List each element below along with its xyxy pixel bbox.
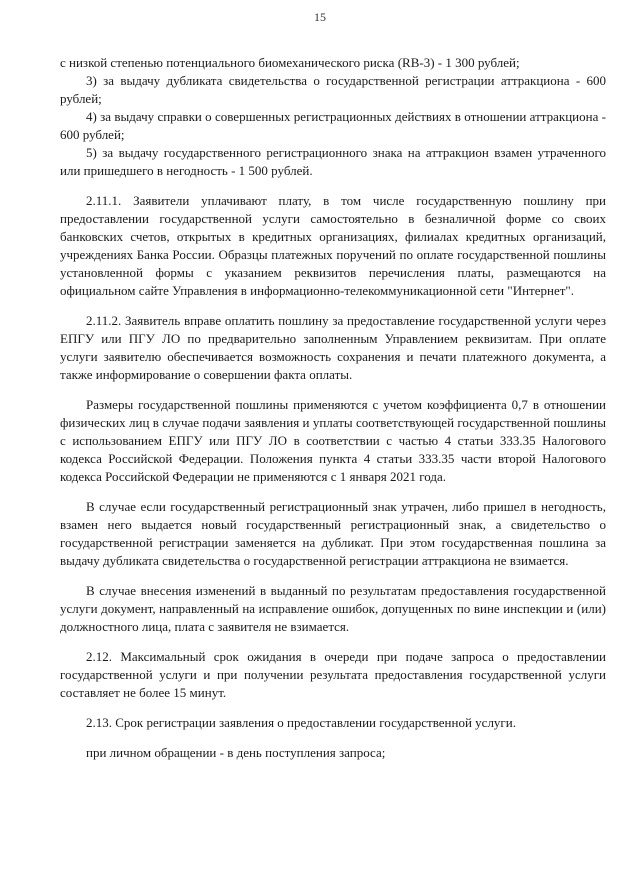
paragraph-2-12: 2.12. Максимальный срок ожидания в очереди при подаче запроса о предоставлении государственной услуги и при получении результата предоставления государственной услуги составляет не более 15 минут. — [60, 649, 606, 700]
paragraph-personal-visit: при личном обращении - в день поступления запроса; — [86, 745, 386, 760]
list-item-rb3: с низкой степенью потенциального биомеханического риска (RB-3) - 1 300 рублей; — [60, 55, 520, 70]
paragraph-2-13: 2.13. Срок регистрации заявления о предоставлении государственной услуги. — [86, 715, 516, 730]
list-item-4: 4) за выдачу справки о совершенных регистрационных действиях в отношении аттракциона - 600 рублей; — [60, 109, 606, 142]
list-item-3: 3) за выдачу дубликата свидетельства о государственной регистрации аттракциона - 600 рублей; — [60, 73, 606, 106]
document-body — [60, 54, 606, 762]
paragraph-2-11-1: 2.11.1. Заявители уплачивают плату, в том числе государственную пошлину при предоставлении государственной услуги самостоятельно в безналичной форме со своих банковских счетов, открытых в кредитных организациях, филиалах кредитных организаций, учреждениях Банка России. Образцы платежных поручений по оплате государственной пошлины установленной формы с указанием реквизитов перечисления платы, размещаются на официальном сайте Управления в информационно-телекоммуникационной сети "Интернет". — [60, 193, 606, 298]
paragraph-lost-sign: В случае если государственный регистрационный знак утрачен, либо пришел в негодность, взамен него выдается новый государственный регистрационный знак, а свидетельство о государственной регистрации заменяется на дубликат. При этом государственная пошлина за выдачу дубликата свидетельства о государственной регистрации аттракциона не взимается. — [60, 499, 606, 568]
paragraph-changes: В случае внесения изменений в выданный по результатам предоставления государственной услуги документ, направленный на исправление ошибок, допущенных по вине инспекции и (или) должностного лица, плата с заявителя не взимается. — [60, 583, 606, 634]
page-number: 15 — [314, 10, 326, 24]
paragraph-fee-rates: Размеры государственной пошлины применяются с учетом коэффициента 0,7 в отношении физических лиц в случае подачи заявления и уплаты соответствующей государственной пошлины с использованием ЕПГУ или ПГУ ЛО в соответствии с частью 4 статьи 333.35 Налогового кодекса Российской Федерации. Положения пункта 4 статьи 333.35 части второй Налогового кодекса Российской Федерации не применяются с 1 января 2021 года. — [60, 397, 606, 484]
paragraph-2-11-2: 2.11.2. Заявитель вправе оплатить пошлину за предоставление государственной услуги через ЕПГУ или ПГУ ЛО по предварительно заполненным Управлением реквизитам. При оплате услуги заявителю обеспечивается возможность сохранения и печати платежного документа, а также информирование о совершении факта оплаты. — [60, 313, 606, 382]
list-item-5: 5) за выдачу государственного регистрационного знака на аттракцион взамен утраченного или пришедшего в негодность - 1 500 рублей. — [60, 145, 606, 178]
